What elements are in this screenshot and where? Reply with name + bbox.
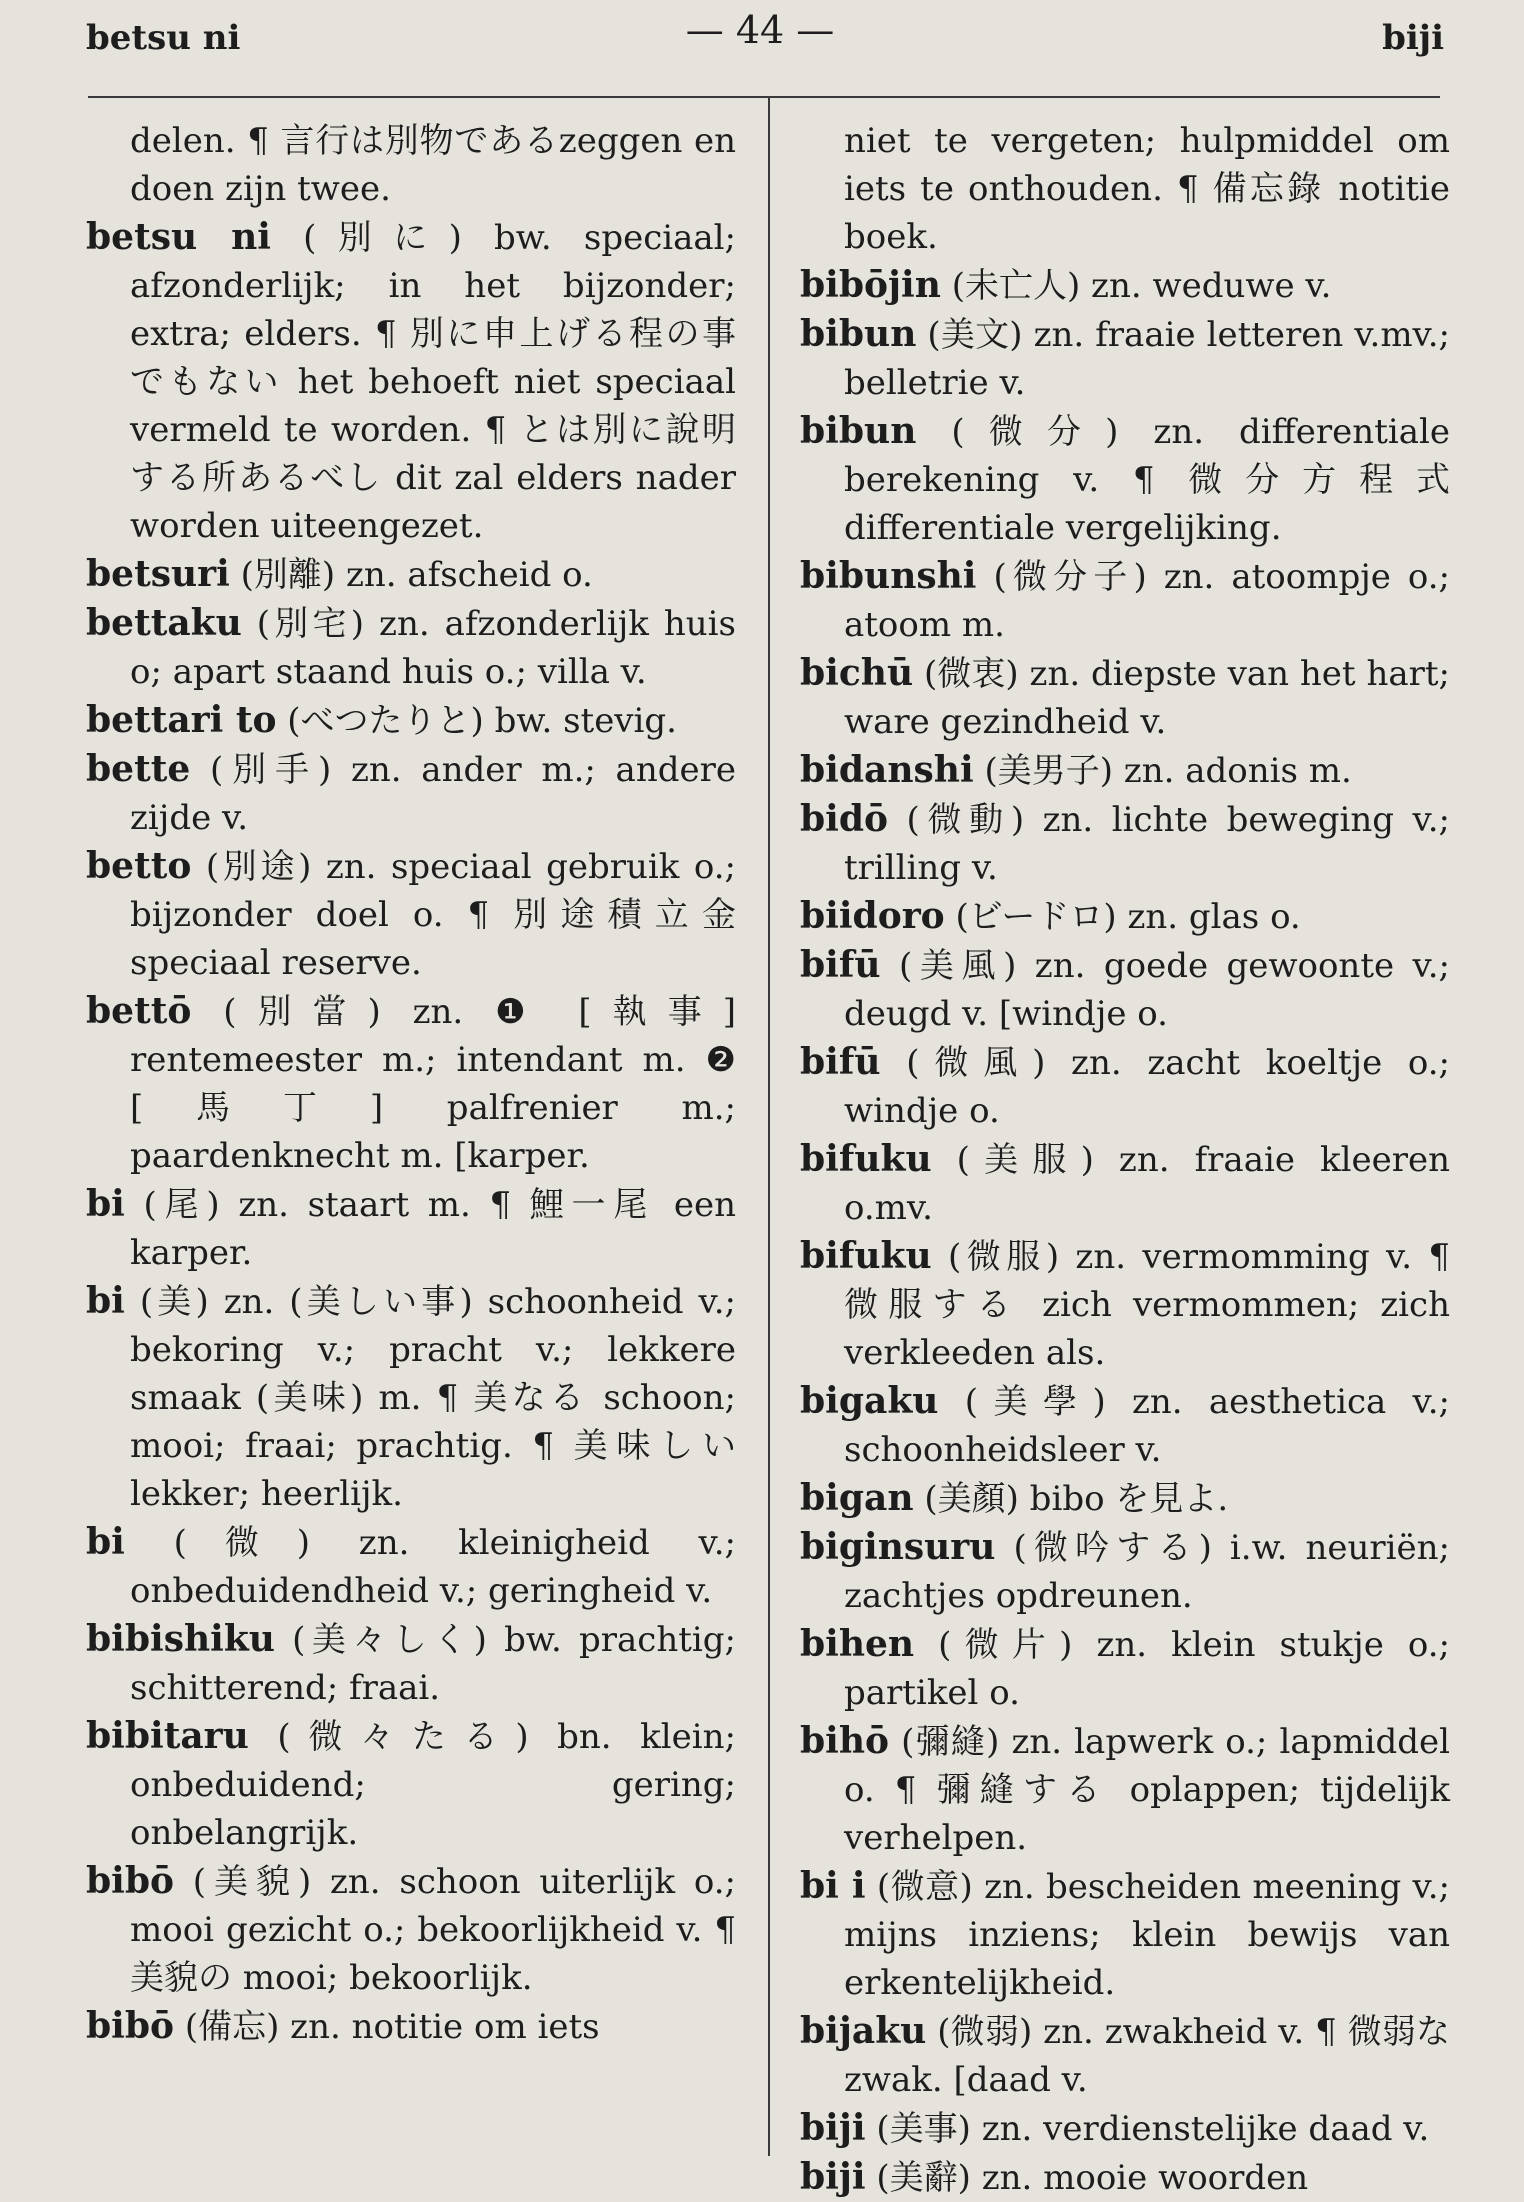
page-number: — 44 — <box>685 8 835 52</box>
dictionary-entry <box>800 2104 1450 2153</box>
definition: (尾) zn. staart m. ¶ 鯉一尾 een karper. <box>124 1185 736 1273</box>
definition: (べつたりと) bw. stevig. <box>276 701 677 741</box>
dictionary-entry <box>800 1862 1450 2007</box>
dictionary-entry <box>800 1377 1450 1474</box>
dictionary-entry <box>800 1620 1450 1717</box>
headword: bi i <box>800 1865 866 1907</box>
definition: (微衷) zn. diepste van het hart; ware gezindheid v. <box>844 654 1450 742</box>
headword: bichū <box>800 652 914 694</box>
definition: (美貌) zn. schoon uiterlijk o.; mooi gezicht o.; bekoorlijkheid v. ¶ 美貌の mooi; bekoorlijk. <box>130 1862 736 1998</box>
headword: betsuri <box>86 553 230 595</box>
dictionary-entry <box>800 1717 1450 1862</box>
headword: bibō <box>86 2005 175 2047</box>
headword: bettō <box>86 990 192 1032</box>
dictionary-entry <box>800 407 1450 552</box>
headword: bette <box>86 748 191 790</box>
dictionary-entry <box>86 2002 736 2051</box>
headword: bi <box>86 1280 125 1322</box>
dictionary-entry <box>86 1518 736 1615</box>
definition: (微分) zn. differentiale berekening v. ¶ 微分方程式 differentiale vergelijking. <box>844 412 1450 548</box>
headword: bibitaru <box>86 1715 249 1757</box>
definition: (微片) zn. klein stukje o.; partikel o. <box>844 1625 1450 1713</box>
definition: (美文) zn. fraaie letteren v.mv.; belletrie v. <box>844 315 1450 403</box>
dictionary-entry <box>86 745 736 842</box>
dictionary-entry <box>86 1615 736 1712</box>
headword: biji <box>800 2156 866 2198</box>
dictionary-entry <box>86 213 736 550</box>
headword: bettaku <box>86 602 242 644</box>
definition: (ビードロ) zn. glas o. <box>944 897 1301 937</box>
dictionary-entry <box>800 1523 1450 1620</box>
definition: delen. ¶ 言行は別物であるzeggen en doen zijn twee. <box>130 121 736 209</box>
dictionary-entry <box>800 2007 1450 2104</box>
headword: bifuku <box>800 1138 932 1180</box>
headword: bibun <box>800 313 917 355</box>
headword: bibunshi <box>800 555 977 597</box>
headword: bidanshi <box>800 749 974 791</box>
dictionary-entry <box>86 550 736 599</box>
dictionary-entry <box>86 696 736 745</box>
dictionary-entry <box>800 746 1450 795</box>
headword: bibishiku <box>86 1618 275 1660</box>
definition: (微) zn. kleinigheid v.; onbeduidendheid v.; geringheid v. <box>124 1523 736 1611</box>
headword: betsu ni <box>86 216 271 258</box>
dictionary-entry <box>86 987 736 1180</box>
definition: (美事) zn. verdienstelijke daad v. <box>865 2109 1430 2149</box>
definition: (微意) zn. bescheiden meening v.; mijns inziens; klein bewijs van erkentelijkheid. <box>844 1867 1450 2003</box>
definition: (微弱) zn. zwakheid v. ¶ 微弱な zwak. [daad v. <box>844 2012 1450 2100</box>
headword: bibō <box>86 1860 175 1902</box>
definition: (別手) zn. ander m.; andere zijde v. <box>130 750 736 838</box>
headword: bihen <box>800 1623 915 1665</box>
headword: bihō <box>800 1720 890 1762</box>
column-divider <box>768 96 770 2156</box>
headword: bidō <box>800 798 889 840</box>
headword: biji <box>800 2107 866 2149</box>
headword: bigaku <box>800 1380 939 1422</box>
headword: bibun <box>800 410 917 452</box>
headword: bettari to <box>86 699 277 741</box>
dictionary-entry <box>86 842 736 987</box>
definition: (別離) zn. afscheid o. <box>229 555 593 595</box>
headword: bifū <box>800 944 881 986</box>
definition: (美辭) zn. mooie woorden <box>865 2158 1309 2198</box>
definition: (美々しく) bw. prachtig; schitterend; fraai. <box>130 1620 736 1708</box>
dictionary-entry <box>800 116 1450 261</box>
dictionary-entry <box>800 795 1450 892</box>
definition: (微風) zn. zacht koeltje o.; windje o. <box>844 1043 1450 1131</box>
dictionary-entry <box>800 1038 1450 1135</box>
definition: (美顏) bibo を見よ. <box>913 1479 1229 1519</box>
dictionary-entry <box>86 1857 736 2002</box>
dictionary-entry <box>800 2153 1450 2202</box>
definition: (微動) zn. lichte beweging v.; trilling v. <box>844 800 1450 888</box>
definition: (彌縫) zn. lapwerk o.; lapmiddel o. ¶ 彌縫する oplappen; tijdelijk verhelpen. <box>844 1722 1450 1858</box>
headword: bifuku <box>800 1235 932 1277</box>
definition: (美風) zn. goede gewoonte v.; deugd v. [windje o. <box>844 946 1450 1034</box>
headword: biidoro <box>800 895 945 937</box>
headword: bi <box>86 1521 125 1563</box>
running-head-right: biji <box>1382 18 1444 58</box>
running-head-left: betsu ni <box>86 18 241 58</box>
definition: (美) zn. (美しい事) schoonheid v.; bekoring v.; pracht v.; lekkere smaak (美味) m. ¶ 美なる schoon; mooi; fraai; prachtig. ¶ 美味しい lekker; heerlijk. <box>124 1282 736 1514</box>
dictionary-entry <box>800 1232 1450 1377</box>
left-column <box>86 116 736 2051</box>
definition: (微吟する) i.w. neuriën; zachtjes opdreunen. <box>844 1528 1450 1616</box>
definition: (微分子) zn. atoompje o.; atoom m. <box>844 557 1450 645</box>
dictionary-entry <box>800 552 1450 649</box>
headword: bibōjin <box>800 264 941 306</box>
dictionary-entry <box>800 649 1450 746</box>
dictionary-entry <box>800 1135 1450 1232</box>
dictionary-entry <box>800 310 1450 407</box>
headword: bijaku <box>800 2010 927 2052</box>
definition: (別に) bw. speciaal; afzonderlijk; in het bijzonder; extra; elders. ¶ 別に申上げる程の事でもない het behoeft niet speciaal vermeld te worden. ¶ とは別に說明する所あるべし dit zal elders nader worden uiteengezet. <box>130 218 737 546</box>
definition: (美服) zn. fraaie kleeren o.mv. <box>844 1140 1450 1228</box>
dictionary-entry <box>800 1474 1450 1523</box>
definition: (別途) zn. speciaal gebruik o.; bijzonder doel o. ¶ 別途積立金 speciaal reserve. <box>130 847 736 983</box>
dictionary-entry <box>86 1712 736 1857</box>
header-rule <box>88 96 1440 98</box>
headword: bifū <box>800 1041 881 1083</box>
right-column <box>800 116 1450 2202</box>
dictionary-entry <box>800 261 1450 310</box>
definition: (未亡人) zn. weduwe v. <box>940 266 1332 306</box>
definition: (備忘) zn. notitie om iets <box>174 2007 600 2047</box>
definition: (別當) zn. ❶ [執事] rentemeester m.; intendant m. ❷ [馬丁] palfrenier m.; paardenknecht m. [karper. <box>130 992 736 1176</box>
dictionary-entry <box>86 599 736 696</box>
definition: (美男子) zn. adonis m. <box>973 751 1352 791</box>
dictionary-entry <box>86 116 736 213</box>
headword: betto <box>86 845 192 887</box>
definition: (微々たる) bn. klein; onbeduidend; gering; onbelangrijk. <box>130 1717 736 1853</box>
definition: (美學) zn. aesthetica v.; schoonheidsleer v. <box>844 1382 1450 1470</box>
dictionary-entry <box>86 1277 736 1518</box>
dictionary-entry <box>86 1180 736 1277</box>
headword: biginsuru <box>800 1526 996 1568</box>
definition: (微服) zn. vermomming v. ¶ 微服する zich vermommen; zich verkleeden als. <box>844 1237 1450 1373</box>
dictionary-entry <box>800 941 1450 1038</box>
headword: bigan <box>800 1477 914 1519</box>
definition: niet te vergeten; hulpmiddel om iets te onthouden. ¶ 備忘錄 notitie boek. <box>844 121 1450 257</box>
dictionary-entry <box>800 892 1450 941</box>
definition: (別宅) zn. afzonderlijk huis o; apart staand huis o.; villa v. <box>130 604 736 692</box>
headword: bi <box>86 1183 125 1225</box>
